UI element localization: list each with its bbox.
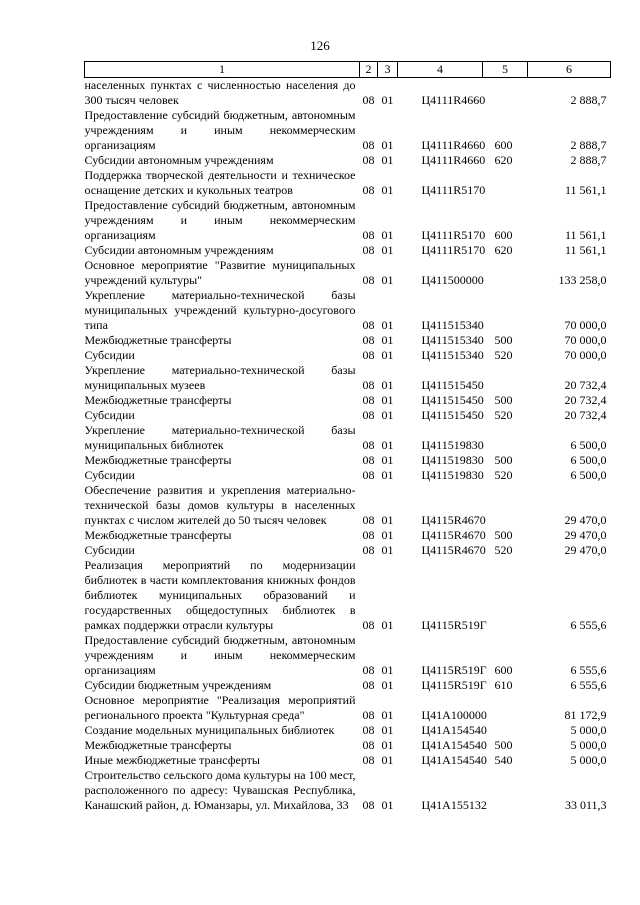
- header-col-2: 2: [360, 62, 378, 78]
- table-row: [85, 393, 611, 408]
- cell-subsection: 01: [381, 528, 394, 542]
- cell-subsection: 01: [381, 453, 394, 467]
- cell-target-code: Ц41А154540: [421, 723, 487, 737]
- cell-section: 08: [362, 438, 375, 452]
- cell-subsection: 01: [381, 708, 394, 722]
- cell-name: Субсидии: [84, 468, 135, 482]
- cell-amount: 29 470,0: [564, 543, 607, 557]
- cell-subsection: 01: [381, 138, 394, 152]
- cell-target-code: Ц411515450: [421, 408, 484, 422]
- cell-subsection: 01: [381, 318, 394, 332]
- cell-name: Субсидии: [84, 348, 135, 362]
- cell-subsection: 01: [381, 678, 394, 692]
- cell-expense-type: 520: [494, 543, 513, 557]
- cell-section: 08: [362, 273, 375, 287]
- table-row: [85, 678, 611, 693]
- cell-section: 08: [362, 753, 375, 767]
- table-body: [85, 78, 611, 814]
- cell-target-code: Ц411515340: [421, 333, 484, 347]
- cell-subsection: 01: [381, 183, 394, 197]
- cell-name: Иные межбюджетные трансферты: [84, 753, 260, 767]
- budget-table: [84, 61, 611, 813]
- cell-target-code: Ц411519830: [421, 468, 484, 482]
- cell-target-code: Ц411515340: [421, 318, 484, 332]
- cell-section: 08: [362, 618, 375, 632]
- cell-section: 08: [362, 738, 375, 752]
- table-row: [85, 198, 611, 243]
- cell-section: 08: [362, 408, 375, 422]
- cell-expense-type: 500: [494, 528, 513, 542]
- cell-name: Создание модельных муниципальных библиотек: [84, 723, 335, 737]
- cell-subsection: 01: [381, 378, 394, 392]
- cell-amount: 70 000,0: [564, 318, 607, 332]
- cell-target-code: Ц4111R4660: [421, 93, 486, 107]
- cell-target-code: Ц41А155132: [421, 798, 487, 812]
- table-row: [85, 723, 611, 738]
- cell-name: Межбюджетные трансферты: [84, 333, 232, 347]
- cell-target-code: Ц4115R4670: [421, 528, 486, 542]
- cell-target-code: Ц4111R5170: [421, 183, 486, 197]
- table-row: [85, 108, 611, 153]
- cell-target-code: Ц41А100000: [421, 708, 487, 722]
- cell-subsection: 01: [381, 228, 394, 242]
- cell-subsection: 01: [381, 798, 394, 812]
- cell-expense-type: [483, 78, 528, 109]
- cell-target-code: Ц4111R5170: [421, 243, 486, 257]
- cell-section: 08: [362, 678, 375, 692]
- table-row: [85, 423, 611, 453]
- cell-expense-type: 600: [494, 228, 513, 242]
- cell-subsection: 01: [381, 663, 394, 677]
- cell-subsection: 01: [381, 153, 394, 167]
- cell-expense-type: 620: [494, 243, 513, 257]
- cell-name: Укрепление материально-технической базы муниципальных музеев: [84, 363, 356, 392]
- cell-section: 08: [362, 543, 375, 557]
- cell-amount: 20 732,4: [564, 378, 607, 392]
- header-col-4: 4: [398, 62, 483, 78]
- cell-subsection: 01: [381, 348, 394, 362]
- cell-name: Строительство сельского дома культуры на 100 мест, расположенного по адресу: Чувашская Республика, Канашский район, д. Юманзары, ул. Михайлова, 33: [84, 768, 356, 812]
- table-row: [85, 693, 611, 723]
- cell-name: Субсидии автономным учреждениям: [84, 243, 274, 257]
- cell-name: Межбюджетные трансферты: [84, 453, 232, 467]
- cell-subsection: 01: [381, 468, 394, 482]
- table-row: [85, 558, 611, 633]
- cell-section: 08: [362, 228, 375, 242]
- cell-subsection: 01: [381, 93, 394, 107]
- table-row: [85, 288, 611, 333]
- cell-target-code: Ц4115R519Г: [421, 678, 487, 692]
- cell-expense-type: 500: [494, 738, 513, 752]
- table-row: [85, 153, 611, 168]
- cell-name: населенных пунктах с численностью населения до 300 тысяч человек: [84, 78, 356, 107]
- cell-target-code: Ц4115R519Г: [421, 663, 487, 677]
- table-row: [85, 528, 611, 543]
- cell-target-code: Ц411515450: [421, 378, 484, 392]
- cell-name: Предоставление субсидий бюджетным, автономным учреждениям и иным некоммерческим организациям: [84, 108, 356, 152]
- table-row: [85, 453, 611, 468]
- cell-amount: 133 258,0: [558, 273, 607, 287]
- header-col-6: 6: [528, 62, 611, 78]
- cell-section: 08: [362, 183, 375, 197]
- cell-section: 08: [362, 348, 375, 362]
- table-row: [85, 243, 611, 258]
- table-row: [85, 408, 611, 423]
- cell-amount: 11 561,1: [564, 243, 607, 257]
- table-row: [85, 543, 611, 558]
- cell-subsection: 01: [381, 273, 394, 287]
- table-row: [85, 633, 611, 678]
- table-row: [85, 78, 611, 109]
- cell-amount: 6 555,6: [570, 618, 607, 632]
- cell-amount: 5 000,0: [570, 753, 607, 767]
- cell-target-code: Ц4115R519Г: [421, 618, 487, 632]
- cell-section: 08: [362, 138, 375, 152]
- cell-amount: 2 888,7: [570, 153, 607, 167]
- cell-target-code: Ц411519830: [421, 453, 484, 467]
- cell-section: 08: [362, 393, 375, 407]
- cell-name: Межбюджетные трансферты: [84, 738, 232, 752]
- cell-name: Субсидии: [84, 408, 135, 422]
- cell-expense-type: 540: [494, 753, 513, 767]
- cell-expense-type: 620: [494, 153, 513, 167]
- cell-amount: 2 888,7: [570, 93, 607, 107]
- cell-expense-type: 610: [494, 678, 513, 692]
- cell-target-code: Ц4115R4670: [421, 513, 486, 527]
- cell-section: 08: [362, 153, 375, 167]
- header-col-3: 3: [378, 62, 398, 78]
- cell-amount: 6 500,0: [570, 438, 607, 452]
- cell-section: 08: [362, 243, 375, 257]
- table-row: [85, 258, 611, 288]
- cell-expense-type: [483, 483, 528, 528]
- cell-section: 08: [362, 93, 375, 107]
- cell-target-code: Ц411515450: [421, 393, 484, 407]
- table-row: [85, 333, 611, 348]
- cell-section: 08: [362, 318, 375, 332]
- cell-expense-type: [483, 693, 528, 723]
- cell-section: 08: [362, 723, 375, 737]
- cell-target-code: Ц41А154540: [421, 738, 487, 752]
- cell-amount: 5 000,0: [570, 723, 607, 737]
- cell-section: 08: [362, 513, 375, 527]
- cell-amount: 20 732,4: [564, 408, 607, 422]
- table-row: [85, 348, 611, 363]
- cell-section: 08: [362, 528, 375, 542]
- cell-amount: 2 888,7: [570, 138, 607, 152]
- table-row: [85, 738, 611, 753]
- cell-target-code: Ц4115R4670: [421, 543, 486, 557]
- cell-section: 08: [362, 453, 375, 467]
- table-row: [85, 468, 611, 483]
- cell-subsection: 01: [381, 753, 394, 767]
- cell-amount: 33 011,3: [564, 798, 607, 812]
- cell-amount: 5 000,0: [570, 738, 607, 752]
- cell-target-code: Ц411515340: [421, 348, 484, 362]
- table-row: [85, 363, 611, 393]
- cell-target-code: Ц411500000: [421, 273, 484, 287]
- cell-target-code: Ц41А154540: [421, 753, 487, 767]
- cell-section: 08: [362, 468, 375, 482]
- cell-expense-type: [483, 168, 528, 198]
- cell-amount: 11 561,1: [564, 228, 607, 242]
- cell-amount: 6 500,0: [570, 453, 607, 467]
- cell-subsection: 01: [381, 438, 394, 452]
- header-col-5: 5: [483, 62, 528, 78]
- cell-expense-type: [483, 258, 528, 288]
- cell-expense-type: 520: [494, 468, 513, 482]
- cell-expense-type: [483, 558, 528, 633]
- cell-amount: 11 561,1: [564, 183, 607, 197]
- cell-name: Укрепление материально-технической базы муниципальных библиотек: [84, 423, 356, 452]
- cell-expense-type: [483, 363, 528, 393]
- table-row: [85, 483, 611, 528]
- cell-amount: 6 555,6: [570, 663, 607, 677]
- cell-amount: 70 000,0: [564, 333, 607, 347]
- cell-amount: 20 732,4: [564, 393, 607, 407]
- cell-target-code: Ц4111R4660: [421, 138, 486, 152]
- cell-amount: 29 470,0: [564, 513, 607, 527]
- cell-expense-type: 600: [494, 138, 513, 152]
- cell-subsection: 01: [381, 393, 394, 407]
- table-row: [85, 768, 611, 813]
- cell-subsection: 01: [381, 723, 394, 737]
- cell-expense-type: [483, 288, 528, 333]
- cell-subsection: 01: [381, 618, 394, 632]
- cell-section: 08: [362, 663, 375, 677]
- cell-section: 08: [362, 708, 375, 722]
- cell-section: 08: [362, 798, 375, 812]
- cell-name: Субсидии автономным учреждениям: [84, 153, 274, 167]
- cell-section: 08: [362, 378, 375, 392]
- cell-expense-type: [483, 423, 528, 453]
- page-number: 126: [310, 38, 330, 53]
- cell-name: Реализация мероприятий по модернизации библиотек в части комплектования книжных фондов библиотек муниципальных образований и государственных общедоступных библиотек в рамках поддержки отрасли культуры: [84, 558, 356, 632]
- cell-target-code: Ц4111R4660: [421, 153, 486, 167]
- cell-amount: 6 500,0: [570, 468, 607, 482]
- cell-expense-type: 520: [494, 348, 513, 362]
- cell-expense-type: 520: [494, 408, 513, 422]
- cell-subsection: 01: [381, 513, 394, 527]
- cell-target-code: Ц4111R5170: [421, 228, 486, 242]
- table-row: [85, 753, 611, 768]
- cell-expense-type: [483, 768, 528, 813]
- cell-name: Межбюджетные трансферты: [84, 393, 232, 407]
- cell-name: Субсидии бюджетным учреждениям: [84, 678, 272, 692]
- cell-target-code: Ц411519830: [421, 438, 484, 452]
- cell-subsection: 01: [381, 543, 394, 557]
- cell-subsection: 01: [381, 738, 394, 752]
- cell-name: Межбюджетные трансферты: [84, 528, 232, 542]
- cell-subsection: 01: [381, 333, 394, 347]
- cell-name: Субсидии: [84, 543, 135, 557]
- cell-name: Предоставление субсидий бюджетным, автономным учреждениям и иным некоммерческим организациям: [84, 633, 356, 677]
- cell-subsection: 01: [381, 408, 394, 422]
- cell-amount: 70 000,0: [564, 348, 607, 362]
- cell-expense-type: [483, 723, 528, 738]
- cell-amount: 6 555,6: [570, 678, 607, 692]
- cell-name: Предоставление субсидий бюджетным, автономным учреждениям и иным некоммерческим организациям: [84, 198, 356, 242]
- table-row: [85, 168, 611, 198]
- cell-section: 08: [362, 333, 375, 347]
- cell-expense-type: 500: [494, 393, 513, 407]
- cell-name: Укрепление материально-технической базы муниципальных учреждений культурно-досугового типа: [84, 288, 356, 332]
- header-col-1: 1: [85, 62, 360, 78]
- cell-expense-type: 600: [494, 663, 513, 677]
- cell-name: Поддержка творческой деятельности и техническое оснащение детских и кукольных театров: [84, 168, 356, 197]
- cell-amount: 29 470,0: [564, 528, 607, 542]
- cell-name: Обеспечение развития и укрепления материально-технической базы домов культуры в населенных пунктах с числом жителей до 50 тысяч человек: [84, 483, 356, 527]
- table-header: [85, 62, 611, 78]
- cell-subsection: 01: [381, 243, 394, 257]
- cell-amount: 81 172,9: [564, 708, 607, 722]
- cell-expense-type: 500: [494, 453, 513, 467]
- cell-name: Основное мероприятие "Реализация мероприятий регионального проекта "Культурная среда": [84, 693, 356, 722]
- cell-name: Основное мероприятие "Развитие муниципальных учреждений культуры": [84, 258, 356, 287]
- cell-expense-type: 500: [494, 333, 513, 347]
